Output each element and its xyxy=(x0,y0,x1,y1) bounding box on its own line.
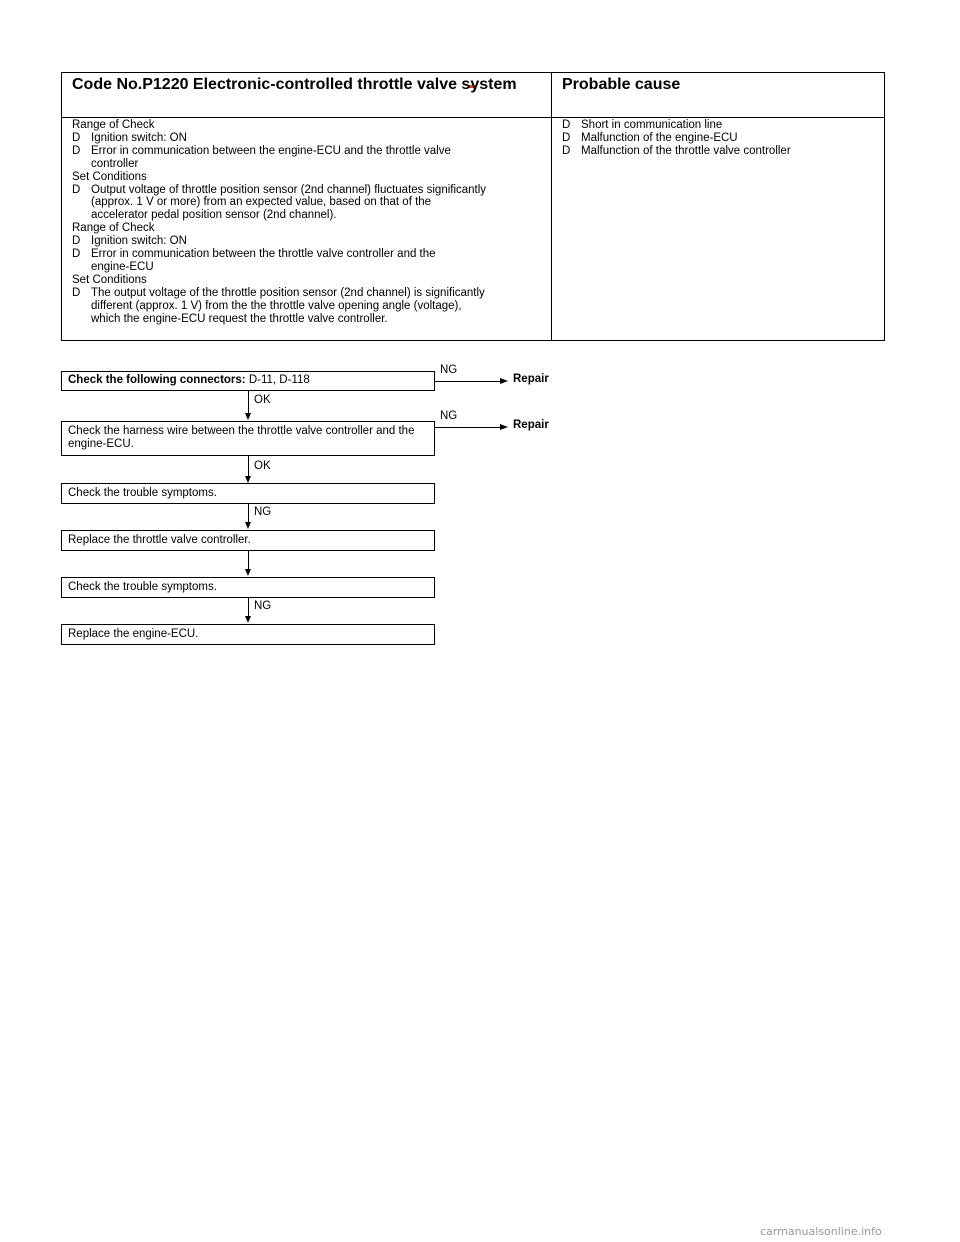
repair-label: Repair xyxy=(513,373,549,385)
flow-connector xyxy=(248,456,249,477)
flow-connector xyxy=(248,391,249,415)
bullet-item: D Output voltage of throttle position sensor (2nd channel) fluctuates significantly xyxy=(72,183,487,196)
probable-cause-title: Probable cause xyxy=(562,76,681,93)
ok-label: OK xyxy=(254,394,271,406)
step-replace-controller: Replace the throttle valve controller. xyxy=(61,530,435,551)
code-table xyxy=(61,72,885,341)
ok-label: OK xyxy=(254,460,271,472)
set-conditions-heading: Set Conditions xyxy=(72,170,147,183)
step-replace-ecu: Replace the engine-ECU. xyxy=(61,624,435,645)
flow-connector xyxy=(248,504,249,524)
footer-watermark: carmanualsonline.info xyxy=(760,1225,882,1238)
down-arrow-icon xyxy=(245,476,251,483)
range-check-heading: Range of Check xyxy=(72,222,155,235)
repair-label: Repair xyxy=(513,419,549,431)
flow-connector xyxy=(248,551,249,571)
set-conditions-heading: Set Conditions xyxy=(72,273,147,286)
down-arrow-icon xyxy=(245,616,251,623)
ng-label: NG xyxy=(440,410,458,422)
bullet-item: D Ignition switch: ON xyxy=(72,131,187,144)
down-arrow-icon xyxy=(245,413,251,420)
bullet-item: D Ignition switch: ON xyxy=(72,235,187,248)
ng-line xyxy=(435,427,503,428)
cause-item: D Short in communication line xyxy=(562,119,723,131)
probable-cause-cell xyxy=(552,118,884,340)
ng-label: NG xyxy=(440,364,458,376)
step-check-symptoms: Check the trouble symptoms. xyxy=(61,483,435,504)
right-arrow-icon xyxy=(500,424,508,430)
right-arrow-icon xyxy=(500,378,508,384)
ng-line xyxy=(435,381,503,382)
code-title: Code No.P1220 Electronic-controlled throttle valve system xyxy=(62,73,552,117)
step-check-connectors: Check the following connectors: D-11, D-118 xyxy=(61,371,435,391)
cause-item: D Malfunction of the throttle valve controller xyxy=(562,144,791,157)
step-check-symptoms-2: Check the trouble symptoms. xyxy=(61,577,435,598)
ng-label: NG xyxy=(254,600,272,612)
bullet-item: D The output voltage of the throttle position sensor (2nd channel) is significantly xyxy=(72,286,485,299)
range-check-heading: Range of Check xyxy=(72,119,155,131)
ng-label: NG xyxy=(254,506,272,518)
flow-connector xyxy=(248,598,249,618)
step-check-harness: Check the harness wire between the throttle valve controller and the engine-ECU. xyxy=(61,421,435,456)
down-arrow-icon xyxy=(245,569,251,576)
bullet-item: D Error in communication between the engine-ECU and the throttle valve xyxy=(72,144,451,157)
bullet-item: D Error in communication between the throttle valve controller and the xyxy=(72,248,436,261)
cause-item: D Malfunction of the engine-ECU xyxy=(562,131,738,144)
check-conditions-cell: Range of Check D Ignition switch: ON D Error in communication between the engine-ECU and the throttle valve controller Set Conditions D Output voltage of throttle position sensor (2nd channel) fluctuates significantly (approx. 1 V or more) from an expected value, based on that of the accelerator pedal position sensor (2nd channel). Range of Check D Ignition switch: ON D Error in communication between the throttle valve controller and the engine-ECU Set Conditions D The output voltage of the throttle position sensor (2nd channel) is significantly different (approx. 1 V) from the the throttle valve opening angle (voltage), which the engine-ECU request the throttle valve controller. xyxy=(62,118,552,340)
down-arrow-icon xyxy=(245,522,251,529)
